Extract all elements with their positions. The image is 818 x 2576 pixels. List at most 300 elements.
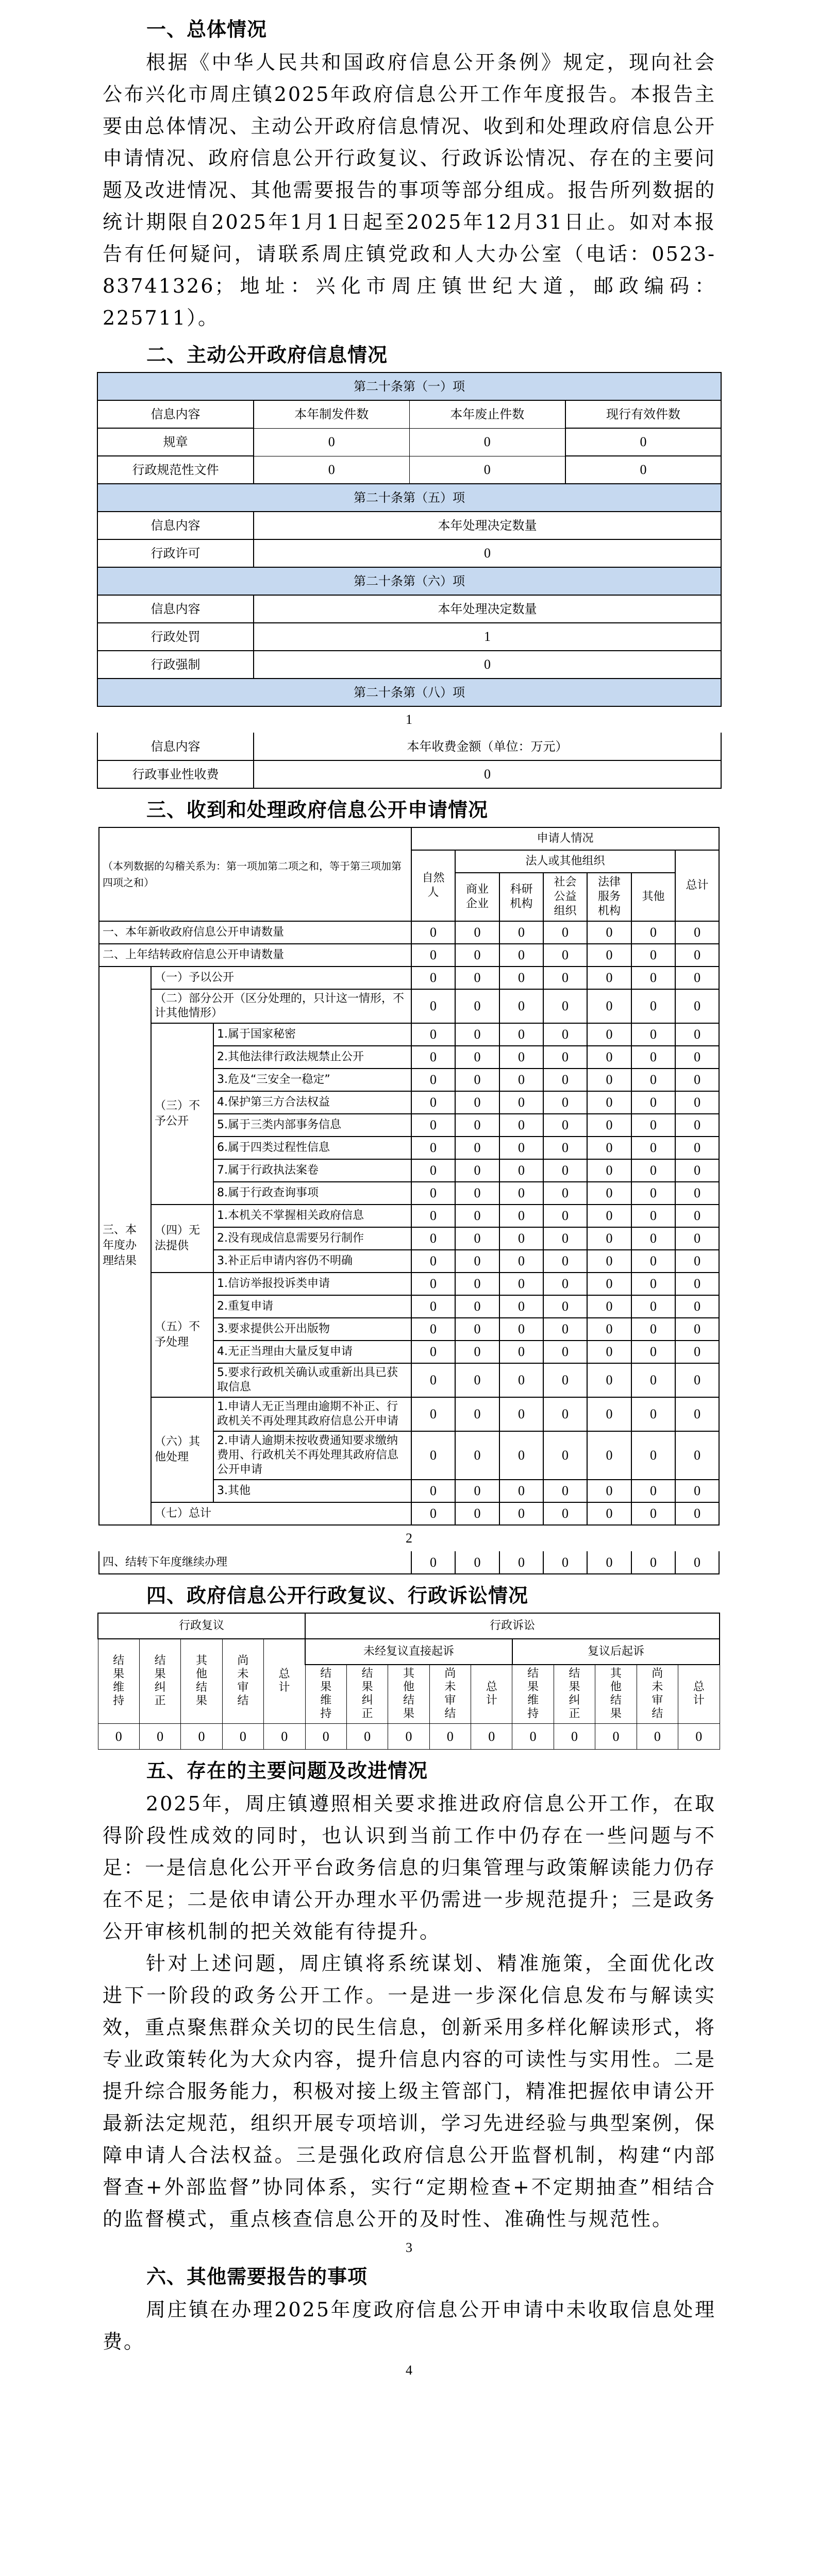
header-info-content: 信息内容 xyxy=(97,512,254,539)
header-col-text: 其他结果 xyxy=(403,1667,414,1720)
cell-value: 0 xyxy=(543,1397,587,1431)
cell-value: 0 xyxy=(675,1250,719,1273)
header-row xyxy=(97,595,721,623)
cell-value: 0 xyxy=(565,428,721,456)
row-label: 1.本机关不掌握相关政府信息 xyxy=(213,1205,411,1227)
cell-value: 0 xyxy=(675,1295,719,1318)
section-heading-overview: 一、总体情况 xyxy=(146,18,268,41)
cell-value: 0 xyxy=(455,1431,499,1480)
cell-value: 0 xyxy=(587,1159,631,1182)
row-label: 2.申请人逾期未按收费通知要求缴纳费用、行政机关不再处理其政府信息公开申请 xyxy=(213,1431,411,1480)
row-label: 5.属于三类内部事务信息 xyxy=(213,1114,411,1137)
cell-value: 0 xyxy=(543,1205,587,1227)
table-row xyxy=(98,1724,720,1750)
header-info-content: 信息内容 xyxy=(97,733,254,760)
header-decisions: 本年处理决定数量 xyxy=(254,595,721,623)
row-label: 行政强制 xyxy=(97,651,254,679)
cell-value: 0 xyxy=(587,1046,631,1069)
review-litigation-table xyxy=(97,1613,720,1750)
cell-value: 0 xyxy=(455,1114,499,1137)
section-heading-proactive: 二、主动公开政府信息情况 xyxy=(146,344,388,366)
cell-value: 0 xyxy=(411,1205,455,1227)
table-row xyxy=(99,1551,719,1574)
table-row xyxy=(99,1397,719,1431)
overview-paragraph: 根据《中华人民共和国政府信息公开条例》规定，现向社会公布兴化市周庄镇2025年政府信息公开工作年度报告。本报告主要由总体情况、主动公开政府信息情况、收到和处理政府信息公开申请情况、政府信息公开行政复议、行政诉讼情况、存在的主要问题及改进情况、其他需要报告的事项等部分组成。报告所列数据的统计期限自2025年1月1日起至2025年12月31日止。如对本报告有任何疑问，请联系周庄镇党政和人大办公室（电话：0523-83741326；地址：兴化市周庄镇世纪大道，邮政编码：225711）。 xyxy=(103,51,716,329)
cell-value: 0 xyxy=(631,1182,675,1205)
header-litigation: 行政诉讼 xyxy=(305,1613,720,1639)
header-col-other xyxy=(181,1639,222,1724)
cell-value: 0 xyxy=(675,1341,719,1363)
band-row xyxy=(97,679,721,706)
header-natural-person-text: 自然人 xyxy=(422,872,445,899)
cell-value: 0 xyxy=(411,1182,455,1205)
cell-value: 0 xyxy=(543,1318,587,1341)
cell-value: 0 xyxy=(631,967,675,989)
cell-value: 0 xyxy=(254,539,721,567)
results-body xyxy=(99,967,719,1525)
proactive-table-continued xyxy=(97,733,722,789)
header-other: 其他 xyxy=(631,873,675,921)
header-issued: 本年制发件数 xyxy=(254,400,409,428)
result-group-label: 三、本年度办理结果 xyxy=(99,967,151,1525)
carry-over-table xyxy=(98,1551,720,1574)
page-number: 2 xyxy=(406,1531,412,1546)
row-label: （七）总计 xyxy=(151,1502,411,1525)
cell-value: 0 xyxy=(455,1273,499,1295)
cell-value: 0 xyxy=(587,1397,631,1431)
cell-value: 0 xyxy=(499,1502,543,1525)
cell-value: 0 xyxy=(543,1341,587,1363)
header-legal-service-text: 法律服务机构 xyxy=(598,876,621,918)
row-label: （二）部分公开（区分处理的，只计这一情形，不计其他情形） xyxy=(151,989,411,1023)
cell-value: 0 xyxy=(587,989,631,1023)
cell-value: 0 xyxy=(499,921,543,944)
table-row xyxy=(97,428,721,456)
cell-value: 0 xyxy=(587,1341,631,1363)
cell-value: 0 xyxy=(455,1091,499,1114)
cell-value: 0 xyxy=(675,1227,719,1250)
cell-value: 0 xyxy=(411,1431,455,1480)
cell-value: 0 xyxy=(499,1182,543,1205)
page-number: 4 xyxy=(406,2363,412,2378)
cell-value: 0 xyxy=(631,921,675,944)
row-label: 4.保护第三方合法权益 xyxy=(213,1091,411,1114)
cell-value: 0 xyxy=(455,1318,499,1341)
cell-value: 0 xyxy=(411,1502,455,1525)
cell-value: 0 xyxy=(587,944,631,967)
cell-value: 0 xyxy=(411,1397,455,1431)
row-label: 1.属于国家秘密 xyxy=(213,1023,411,1046)
cell-value: 0 xyxy=(631,1502,675,1525)
cell-value: 0 xyxy=(543,989,587,1023)
cell-value: 0 xyxy=(455,1069,499,1091)
header-col-corrected xyxy=(346,1665,388,1724)
cell-value: 0 xyxy=(675,967,719,989)
cell-value: 0 xyxy=(411,1046,455,1069)
cell-value: 0 xyxy=(455,967,499,989)
row-label: 行政规范性文件 xyxy=(97,456,254,484)
cell-value: 0 xyxy=(429,1724,471,1750)
cell-value: 0 xyxy=(587,1205,631,1227)
problems-paragraph-2: 针对上述问题，周庄镇将系统谋划、精准施策，全面优化改进下一阶段的政务公开工作。一是进一步深化信息发布与解读实效，重点聚焦群众关切的民生信息，创新采用多样化解读形式，将专业政策转化为大众内容，提升信息内容的可读性与实用性。二是提升综合服务能力，积极对接上级主管部门，精准把握依申请公开最新法定规范，组织开展专项培训，学习先进经验与典型案例，保障申请人合法权益。三是强化政府信息公开监督机制，构建“内部督查+外部监督”协同体系，实行“定期检查+不定期抽查”相结合的监督模式，重点核查信息公开的及时性、准确性与规范性。 xyxy=(103,1952,716,2230)
header-after-review: 复议后起诉 xyxy=(512,1639,720,1665)
header-col-other xyxy=(388,1665,429,1724)
cell-value: 0 xyxy=(543,1227,587,1250)
cell-value: 0 xyxy=(587,1091,631,1114)
cell-value: 0 xyxy=(675,1046,719,1069)
band-item-8: 第二十条第（八）项 xyxy=(97,679,721,706)
header-col-upheld xyxy=(305,1665,346,1724)
table-row xyxy=(97,651,721,679)
row-label: 7.属于行政执法案卷 xyxy=(213,1159,411,1182)
cell-value: 0 xyxy=(631,1250,675,1273)
cell-value: 0 xyxy=(455,1046,499,1069)
header-col-text: 尚未审结 xyxy=(444,1667,456,1720)
header-row xyxy=(97,400,721,428)
cell-value: 0 xyxy=(675,1137,719,1159)
cell-value: 0 xyxy=(675,1069,719,1091)
row-label: 二、上年结转政府信息公开申请数量 xyxy=(99,944,411,967)
cell-value: 0 xyxy=(411,1551,455,1574)
cell-value: 0 xyxy=(587,1551,631,1574)
band-row xyxy=(97,567,721,595)
cell-value: 0 xyxy=(411,1069,455,1091)
row-label: 4.无正当理由大量反复申请 xyxy=(213,1341,411,1363)
header-row xyxy=(98,1613,720,1639)
cell-value: 0 xyxy=(631,1363,675,1397)
header-info-content: 信息内容 xyxy=(97,400,254,428)
header-col-text: 结果维持 xyxy=(113,1654,125,1707)
table-row xyxy=(99,1205,719,1227)
cell-value: 0 xyxy=(543,1250,587,1273)
header-col-pending xyxy=(222,1639,263,1724)
cell-value: 0 xyxy=(587,921,631,944)
row-label: 2.没有现成信息需要另行制作 xyxy=(213,1227,411,1250)
header-row xyxy=(97,733,721,760)
result-subgroup-label: （三）不予公开 xyxy=(151,1023,213,1205)
cell-value: 0 xyxy=(631,1397,675,1431)
cell-value: 0 xyxy=(499,1397,543,1431)
proactive-table xyxy=(97,372,722,707)
header-nonprofit xyxy=(543,873,587,921)
cell-value: 0 xyxy=(499,1341,543,1363)
cell-value: 0 xyxy=(675,1114,719,1137)
header-col-text: 结果维持 xyxy=(320,1667,332,1720)
table-row xyxy=(97,456,721,484)
cell-value: 0 xyxy=(587,1137,631,1159)
cell-value: 0 xyxy=(631,1295,675,1318)
cell-value: 0 xyxy=(587,1023,631,1046)
section-heading-review: 四、政府信息公开行政复议、行政诉讼情况 xyxy=(146,1584,529,1607)
header-col-pending xyxy=(637,1665,678,1724)
band-item-5: 第二十条第（五）项 xyxy=(97,484,721,512)
cell-value: 0 xyxy=(499,1250,543,1273)
band-item-6: 第二十条第（六）项 xyxy=(97,567,721,595)
cell-value: 0 xyxy=(675,1273,719,1295)
applications-note: （本列数据的勾稽关系为：第一项加第二项之和，等于第三项加第四项之和） xyxy=(99,827,411,921)
cell-value: 0 xyxy=(631,1318,675,1341)
cell-value: 0 xyxy=(409,428,565,456)
cell-value: 0 xyxy=(587,1273,631,1295)
band-row xyxy=(97,484,721,512)
cell-value: 0 xyxy=(543,1363,587,1397)
row-label: 一、本年新收政府信息公开申请数量 xyxy=(99,921,411,944)
header-legal-service xyxy=(587,873,631,921)
cell-value: 0 xyxy=(471,1724,512,1750)
header-decisions: 本年处理决定数量 xyxy=(254,512,721,539)
cell-value: 0 xyxy=(543,1114,587,1137)
row-label: 3.补正后申请内容仍不明确 xyxy=(213,1250,411,1273)
cell-value: 0 xyxy=(139,1724,180,1750)
cell-value: 0 xyxy=(455,944,499,967)
cell-value: 0 xyxy=(631,1480,675,1502)
cell-value: 0 xyxy=(499,1227,543,1250)
cell-value: 0 xyxy=(98,1724,139,1750)
cell-value: 0 xyxy=(543,1091,587,1114)
cell-value: 0 xyxy=(587,1182,631,1205)
cell-value: 0 xyxy=(411,1363,455,1397)
cell-value: 0 xyxy=(499,1295,543,1318)
cell-value: 0 xyxy=(587,1502,631,1525)
section-heading-problems: 五、存在的主要问题及改进情况 xyxy=(146,1759,428,1782)
cell-value: 0 xyxy=(587,1250,631,1273)
cell-value: 0 xyxy=(565,456,721,484)
cell-value: 0 xyxy=(411,1159,455,1182)
cell-value: 0 xyxy=(499,1091,543,1114)
header-legal-org: 法人或其他组织 xyxy=(455,850,675,873)
cell-value: 0 xyxy=(411,1318,455,1341)
cell-value: 0 xyxy=(499,1318,543,1341)
header-col-upheld xyxy=(512,1665,554,1724)
row-label: 1.申请人无正当理由逾期不补正、行政机关不再处理其政府信息公开申请 xyxy=(213,1397,411,1431)
cell-value: 0 xyxy=(499,1159,543,1182)
cell-value: 0 xyxy=(254,428,409,456)
cell-value: 0 xyxy=(675,944,719,967)
cell-value: 0 xyxy=(631,989,675,1023)
cell-value: 0 xyxy=(455,1250,499,1273)
other-paragraph: 周庄镇在办理2025年度政府信息公开申请中未收取信息处理费。 xyxy=(103,2298,716,2353)
cell-value: 0 xyxy=(411,967,455,989)
table-row xyxy=(97,539,721,567)
cell-value: 0 xyxy=(499,1114,543,1137)
cell-value: 0 xyxy=(543,1182,587,1205)
cell-value: 0 xyxy=(631,1091,675,1114)
cell-value: 0 xyxy=(587,967,631,989)
cell-value: 0 xyxy=(631,1023,675,1046)
header-col-text: 尚未审结 xyxy=(237,1654,249,1707)
header-research xyxy=(499,873,543,921)
header-col-text: 总计 xyxy=(278,1668,290,1694)
cell-value: 0 xyxy=(587,1295,631,1318)
cell-value: 0 xyxy=(411,1137,455,1159)
cell-value: 0 xyxy=(455,1295,499,1318)
header-col-text: 尚未审结 xyxy=(652,1667,663,1720)
cell-value: 0 xyxy=(543,944,587,967)
cell-value: 0 xyxy=(455,921,499,944)
band-row xyxy=(97,372,721,400)
header-row xyxy=(99,827,719,850)
row-label: 行政处罚 xyxy=(97,623,254,651)
cell-value: 0 xyxy=(455,1182,499,1205)
cell-value: 0 xyxy=(499,967,543,989)
row-label: 3.危及“三安全一稳定” xyxy=(213,1069,411,1091)
header-natural-person xyxy=(411,850,455,921)
cell-value: 0 xyxy=(264,1724,305,1750)
cell-value: 0 xyxy=(411,1480,455,1502)
row-label: 行政事业性收费 xyxy=(97,760,254,788)
header-valid: 现行有效件数 xyxy=(565,400,721,428)
cell-value: 0 xyxy=(543,1137,587,1159)
applications-table xyxy=(98,827,720,1526)
table-row xyxy=(99,1502,719,1525)
cell-value: 1 xyxy=(254,623,721,651)
row-label: （一）予以公开 xyxy=(151,967,411,989)
header-col-text: 结果纠正 xyxy=(154,1654,166,1707)
cell-value: 0 xyxy=(455,1551,499,1574)
header-col-total xyxy=(264,1639,305,1724)
cell-value: 0 xyxy=(499,1069,543,1091)
cell-value: 0 xyxy=(675,1318,719,1341)
row-label: 3.要求提供公开出版物 xyxy=(213,1318,411,1341)
problems-paragraph-1: 2025年，周庄镇遵照相关要求推进政府信息公开工作，在取得阶段性成效的同时，也认识到当前工作中仍存在一些问题与不足：一是信息化公开平台政务信息的归集管理与政策解读能力仍存在不足；二是依申请公开办理水平仍需进一步规范提升；三是政务公开审核机制的把关效能有待提升。 xyxy=(103,1792,716,1943)
cell-value: 0 xyxy=(587,1318,631,1341)
header-fee-amount: 本年收费金额（单位：万元） xyxy=(254,733,721,760)
row-label: 规章 xyxy=(97,428,254,456)
cell-value: 0 xyxy=(675,1023,719,1046)
cell-value: 0 xyxy=(346,1724,388,1750)
table-row xyxy=(97,623,721,651)
cell-value: 0 xyxy=(411,1273,455,1295)
cell-value: 0 xyxy=(455,1159,499,1182)
header-col-total xyxy=(678,1665,720,1724)
header-col-upheld xyxy=(98,1639,139,1724)
cell-value: 0 xyxy=(587,1480,631,1502)
cell-value: 0 xyxy=(455,1502,499,1525)
row-label: 6.属于四类过程性信息 xyxy=(213,1137,411,1159)
cell-value: 0 xyxy=(411,1023,455,1046)
cell-value: 0 xyxy=(631,1431,675,1480)
row-label: 1.信访举报投诉类申请 xyxy=(213,1273,411,1295)
row-label: 2.其他法律行政法规禁止公开 xyxy=(213,1046,411,1069)
cell-value: 0 xyxy=(543,1295,587,1318)
cell-value: 0 xyxy=(499,1273,543,1295)
cell-value: 0 xyxy=(631,1205,675,1227)
cell-value: 0 xyxy=(543,921,587,944)
cell-value: 0 xyxy=(678,1724,720,1750)
cell-value: 0 xyxy=(411,989,455,1023)
cell-value: 0 xyxy=(543,1551,587,1574)
cell-value: 0 xyxy=(254,760,721,788)
cell-value: 0 xyxy=(587,1431,631,1480)
cell-value: 0 xyxy=(675,1182,719,1205)
band-item-1: 第二十条第（一）项 xyxy=(97,372,721,400)
cell-value: 0 xyxy=(637,1724,678,1750)
row-label: 2.重复申请 xyxy=(213,1295,411,1318)
cell-value: 0 xyxy=(543,1046,587,1069)
cell-value: 0 xyxy=(455,1137,499,1159)
row-label: 行政许可 xyxy=(97,539,254,567)
page-number: 3 xyxy=(406,2240,412,2255)
cell-value: 0 xyxy=(543,1023,587,1046)
table-row xyxy=(97,760,721,788)
cell-value: 0 xyxy=(499,1046,543,1069)
header-nonprofit-text: 社会公益组织 xyxy=(554,876,577,918)
cell-value: 0 xyxy=(631,1159,675,1182)
cell-value: 0 xyxy=(181,1724,222,1750)
cell-value: 0 xyxy=(455,1363,499,1397)
cell-value: 0 xyxy=(675,1480,719,1502)
header-col-corrected xyxy=(139,1639,180,1724)
header-col-text: 结果纠正 xyxy=(569,1667,580,1720)
cell-value: 0 xyxy=(455,1205,499,1227)
cell-value: 0 xyxy=(675,1363,719,1397)
cell-value: 0 xyxy=(543,1502,587,1525)
cell-value: 0 xyxy=(675,1431,719,1480)
section-heading-other: 六、其他需要报告的事项 xyxy=(146,2265,368,2288)
cell-value: 0 xyxy=(409,456,565,484)
cell-value: 0 xyxy=(455,1341,499,1363)
row-label: 5.要求行政机关确认或重新出具已获取信息 xyxy=(213,1363,411,1397)
cell-value: 0 xyxy=(675,989,719,1023)
cell-value: 0 xyxy=(411,921,455,944)
cell-value: 0 xyxy=(631,1069,675,1091)
cell-value: 0 xyxy=(499,1023,543,1046)
cell-value: 0 xyxy=(499,1431,543,1480)
cell-value: 0 xyxy=(543,1480,587,1502)
header-applicant: 申请人情况 xyxy=(411,827,719,850)
cell-value: 0 xyxy=(305,1724,346,1750)
cell-value: 0 xyxy=(587,1363,631,1397)
cell-value: 0 xyxy=(543,967,587,989)
header-commercial xyxy=(455,873,499,921)
table-row xyxy=(99,944,719,967)
table-row xyxy=(99,989,719,1023)
cell-value: 0 xyxy=(631,1273,675,1295)
cell-value: 0 xyxy=(675,921,719,944)
result-subgroup-label: （六）其他处理 xyxy=(151,1397,213,1502)
cell-value: 0 xyxy=(675,1502,719,1525)
cell-value: 0 xyxy=(411,944,455,967)
cell-value: 0 xyxy=(675,1397,719,1431)
cell-value: 0 xyxy=(455,989,499,1023)
header-col-text: 其他结果 xyxy=(610,1667,622,1720)
cell-value: 0 xyxy=(631,1046,675,1069)
page-number: 1 xyxy=(406,712,412,727)
cell-value: 0 xyxy=(631,1137,675,1159)
header-col-corrected xyxy=(554,1665,595,1724)
cell-value: 0 xyxy=(543,1159,587,1182)
cell-value: 0 xyxy=(499,944,543,967)
cell-value: 0 xyxy=(388,1724,429,1750)
cell-value: 0 xyxy=(543,1431,587,1480)
header-row xyxy=(97,512,721,539)
cell-value: 0 xyxy=(675,1159,719,1182)
table-row xyxy=(99,1273,719,1295)
header-total: 总计 xyxy=(675,850,719,921)
header-admin-review: 行政复议 xyxy=(98,1613,305,1639)
cell-value: 0 xyxy=(254,651,721,679)
cell-value: 0 xyxy=(631,1227,675,1250)
cell-value: 0 xyxy=(554,1724,595,1750)
cell-value: 0 xyxy=(455,1480,499,1502)
header-col-pending xyxy=(429,1665,471,1724)
cell-value: 0 xyxy=(499,989,543,1023)
cell-value: 0 xyxy=(455,1227,499,1250)
cell-value: 0 xyxy=(455,1023,499,1046)
cell-value: 0 xyxy=(499,1480,543,1502)
cell-value: 0 xyxy=(499,1137,543,1159)
header-col-text: 总计 xyxy=(486,1681,497,1707)
